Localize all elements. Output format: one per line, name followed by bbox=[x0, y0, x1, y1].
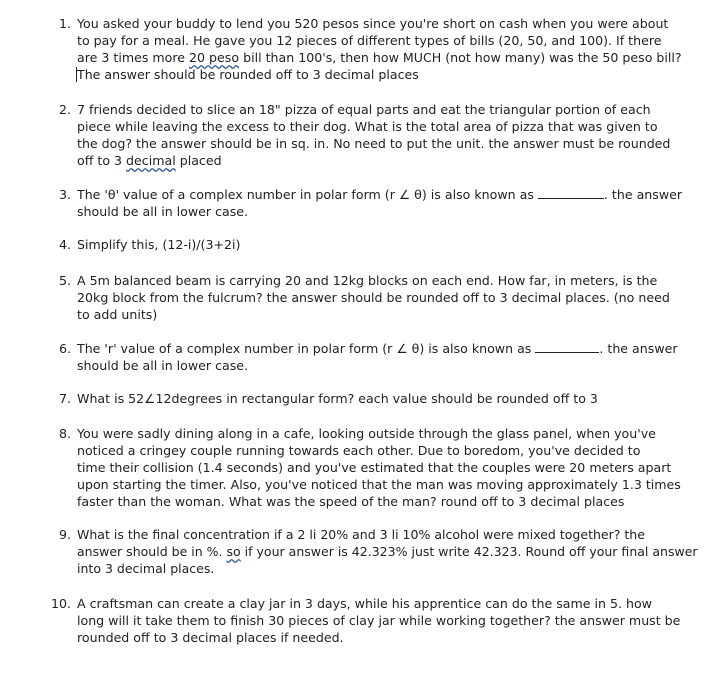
question-text bbox=[77, 15, 682, 83]
text-run: placed bbox=[175, 153, 222, 168]
text-line bbox=[77, 152, 677, 169]
text-line: should be all in lower case. bbox=[77, 204, 249, 219]
question-number: 3. bbox=[58, 187, 71, 202]
spellcheck-underlined-text: 20 peso bbox=[189, 50, 240, 65]
text-line: 7 friends decided to slice an 18" pizza of equal parts and eat the triangular portion of each bbox=[77, 102, 651, 117]
text-line: to pay for a meal. He gave you 12 pieces of different types of bills (20, 50, and 100). If there bbox=[77, 33, 662, 48]
text-run: answer should be in %. bbox=[77, 544, 227, 559]
text-line: into 3 decimal places. bbox=[77, 561, 215, 576]
text-run: if your answer is 42.323% just write 42.323. Round off your final answer bbox=[240, 544, 698, 559]
text-line: piece while leaving the excess to their dog. What is the total area of pizza that was given to bbox=[77, 119, 658, 134]
answer-blank bbox=[535, 340, 599, 353]
text-line: long will it take them to finish 30 pieces of clay jar while working together? the answer must be bbox=[77, 613, 681, 628]
text-line: upon starting the timer. Also, you've noticed that the man was moving approximately 1.3 times bbox=[77, 477, 681, 492]
question-text bbox=[77, 425, 681, 510]
text-line: rounded off to 3 decimal places if needed. bbox=[77, 630, 344, 645]
text-line: A 5m balanced beam is carrying 20 and 12kg blocks on each end. How far, in meters, is the bbox=[77, 273, 658, 288]
question-text bbox=[77, 390, 677, 407]
text-line: What is the final concentration if a 2 li 20% and 3 li 10% alcohol were mixed together? the bbox=[77, 527, 645, 542]
question-number: 4. bbox=[58, 237, 71, 252]
question-number: 5. bbox=[58, 273, 71, 288]
text-line bbox=[77, 186, 683, 203]
text-line: noticed a cringey couple running towards each other. Due to boredom, you've decided to bbox=[77, 443, 641, 458]
text-line: The answer should be rounded off to 3 decimal places bbox=[77, 67, 419, 82]
question-text bbox=[77, 186, 683, 220]
spellcheck-underlined-text: so bbox=[226, 544, 241, 559]
text-line: faster than the woman. What was the speed of the man? round off to 3 decimal places bbox=[77, 494, 625, 509]
text-line bbox=[77, 340, 677, 357]
text-line: What is 52∠12degrees in rectangular form? each value should be rounded off to 3 bbox=[77, 391, 598, 406]
question-number: 9. bbox=[58, 527, 71, 542]
text-run: off to 3 bbox=[77, 153, 127, 168]
text-line: the dog? the answer should be in sq. in. No need to put the unit. the answer must be rounded bbox=[77, 136, 671, 151]
question-number: 8. bbox=[58, 426, 71, 441]
question-number: 6. bbox=[58, 341, 71, 356]
text-line: 20kg block from the fulcrum? the answer should be rounded off to 3 decimal places. (no need bbox=[77, 290, 670, 305]
text-cursor bbox=[76, 67, 77, 82]
text-line: to add units) bbox=[77, 307, 158, 322]
question-number: 1. bbox=[58, 16, 71, 31]
spellcheck-underlined-text: decimal bbox=[126, 153, 176, 168]
text-line: You asked your buddy to lend you 520 pesos since you're short on cash when you were about bbox=[77, 16, 669, 31]
text-line bbox=[77, 543, 698, 560]
text-line: time their collision (1.4 seconds) and you've estimated that the couples were 20 meters apart bbox=[77, 460, 672, 475]
text-run: . the answer bbox=[599, 341, 678, 356]
question-text bbox=[77, 101, 677, 169]
question-number: 10. bbox=[50, 596, 71, 611]
question-number: 2. bbox=[58, 102, 71, 117]
text-run: are 3 times more bbox=[77, 50, 190, 65]
text-line: A craftsman can create a clay jar in 3 days, while his apprentice can do the same in 5. how bbox=[77, 596, 652, 611]
question-text bbox=[77, 236, 677, 253]
text-line: You were sadly dining along in a cafe, looking outside through the glass panel, when you've bbox=[77, 426, 656, 441]
question-number: 7. bbox=[58, 391, 71, 406]
text-run: The 'r' value of a complex number in polar form (r ∠ θ) is also known as bbox=[77, 341, 536, 356]
question-text bbox=[77, 272, 677, 323]
question-text bbox=[77, 340, 677, 374]
question-text bbox=[77, 595, 681, 646]
text-run: bill than 100's, then how MUCH (not how many) was the 50 peso bill? bbox=[239, 50, 682, 65]
text-run: The 'θ' value of a complex number in polar form (r ∠ θ) is also known as bbox=[77, 187, 538, 202]
text-line bbox=[77, 49, 682, 66]
question-text bbox=[77, 526, 698, 577]
text-line: should be all in lower case. bbox=[77, 358, 249, 373]
text-line: Simplify this, (12-i)/(3+2i) bbox=[77, 237, 241, 252]
answer-blank bbox=[538, 186, 604, 199]
text-run: . the answer bbox=[603, 187, 683, 202]
